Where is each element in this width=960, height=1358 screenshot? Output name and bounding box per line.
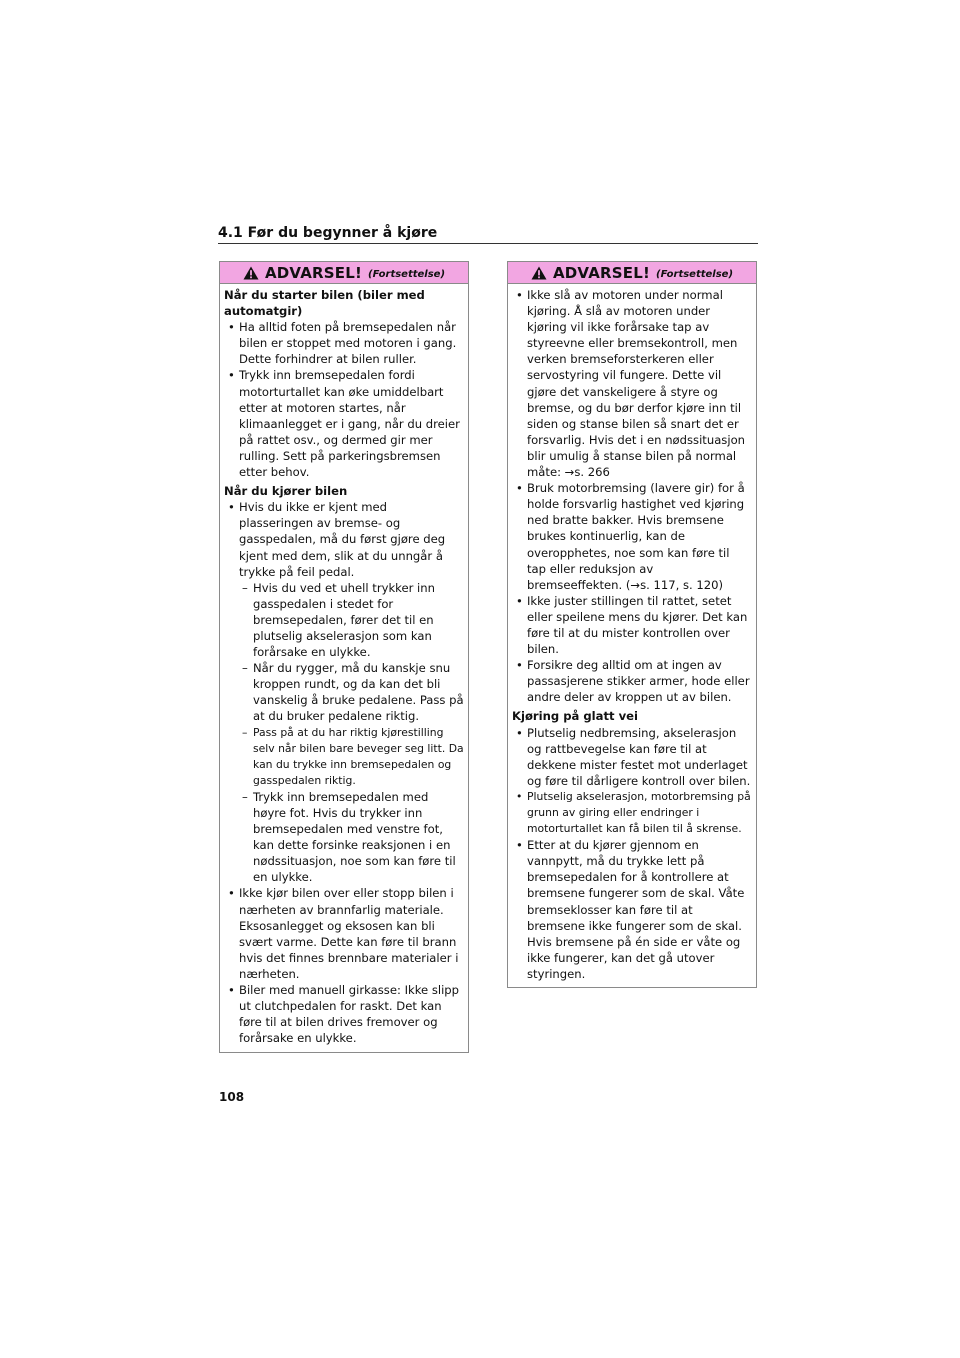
bullet-item: • Forsikre deg alltid om at ingen av passasjerene stikker armer, hode eller andre deler av kroppen ut av bilen. [512,657,752,705]
page-number: 108 [219,1090,245,1104]
bullet-item: • Hvis du ikke er kjent med plasseringen av bremse- og gasspedalen, må du først gjøre deg kjent med dem, slik at du unngår å trykke på feil pedal. [224,499,464,579]
section-header: 4.1 Før du begynner å kjøre [218,225,758,244]
subheading: Når du starter bilen (biler med automatgir) [224,288,425,319]
bullet-item: • Ha alltid foten på bremsepedalen når bilen er stoppet med motoren i gang. Dette forhindrer at bilen ruller. [224,319,464,367]
warning-content-left [220,284,468,1046]
warning-box-right [507,261,757,988]
warning-content-right [508,284,756,982]
bullet-item: • Ikke kjør bilen over eller stopp bilen i nærheten av brannfarlig materiale. Eksosanlegget og eksosen kan bli svært varme. Dette kan føre til brann hvis det finnes brennbare materialer i nærheten. [224,885,464,982]
warning-icon [531,266,547,280]
bullet-item: • Etter at du kjører gjennom en vannpytt, må du trykke lett på bremsepedalen for å kontrollere at bremsene fungerer som de skal. Våte bremseklosser kan føre til at bremsene ikke fungerer som de skal. Hvis bremsene på én side er våte og ikke fungerer, kan det gå utover styringen. [512,837,752,982]
bullet-item: • Trykk inn bremsepedalen fordi motorturtallet kan øke umiddelbart etter at motoren startes, når klimaanlegget er i gang, når du dreier på rattet osv., og dermed gir mer rulling. Sett på parkeringsbremsen etter behov. [224,367,464,480]
bullet-item: • Ikke slå av motoren under normal kjøring. Å slå av motoren under kjøring vil ikke forårsake tap av styreevne eller bremsekontroll, men verken bremseforsterkeren eller servostyring vil fungere. Dette vil gjøre det vanskeligere å styre og bremse, og du bør derfor kjøre inn til siden og stanse bilen så snart det er forsvarlig. Hvis det i en nødssituasjon blir umulig å stanse bilen på normal måte: →s. 266 [512,287,752,480]
continuation-label: (Fortsettelse) [656,268,734,280]
dash-item: – Pass på at du har riktig kjørestilling selv når bilen bare beveger seg litt. Da kan du trykke inn bremsepedalen og gasspedalen riktig. [224,725,464,789]
warning-header [508,262,756,284]
bullet-item: • Biler med manuell girkasse: Ikke slipp ut clutchpedalen for raskt. Det kan føre til at bilen drives fremover og forårsake en ulykke. [224,982,464,1046]
bullet-item: • Plutselig nedbremsing, akselerasjon og rattbevegelse kan føre til at dekkene mister festet mot underlaget og føre til dårligere kontroll over bilen. [512,725,752,789]
bullet-item: • Plutselig akselerasjon, motorbremsing på grunn av giring eller endringer i motorturtallet kan få bilen til å skrense. [512,789,752,837]
warning-label: ADVARSEL! [264,263,363,282]
warning-box-left [219,261,469,1053]
dash-item: – Når du rygger, må du kanskje snu kroppen rundt, og da kan det bli vanskelig å bruke pedalene. Pass på at du bruker pedalene riktig. [224,660,464,724]
subheading: Kjøring på glatt vei [512,709,638,724]
dash-item: – Trykk inn bremsepedalen med høyre fot. Hvis du trykker inn bremsepedalen med venstre fot, kan dette forsinke reaksjonen i en nødssituasjon, noe som kan føre til en ulykke. [224,789,464,886]
subheading: Når du kjører bilen [224,484,348,499]
dash-item: – Hvis du ved et uhell trykker inn gasspedalen i stedet for bremsepedalen, fører det til en plutselig akselerasjon som kan forårsake en ulykke. [224,580,464,660]
bullet-item: • Ikke juster stillingen til rattet, setet eller speilene mens du kjører. Det kan føre til at du mister kontrollen over bilen. [512,593,752,657]
warning-header [220,262,468,284]
continuation-label: (Fortsettelse) [368,268,446,280]
warning-label: ADVARSEL! [552,263,651,282]
warning-icon [243,266,259,280]
bullet-item: • Bruk motorbremsing (lavere gir) for å holde forsvarlig hastighet ved kjøring ned bratte bakker. Hvis bremsene brukes kontinuerlig, kan de overopphetes, noe som kan føre til tap eller reduksjon av bremseeffekten. (→s. 117, s. 120) [512,480,752,593]
